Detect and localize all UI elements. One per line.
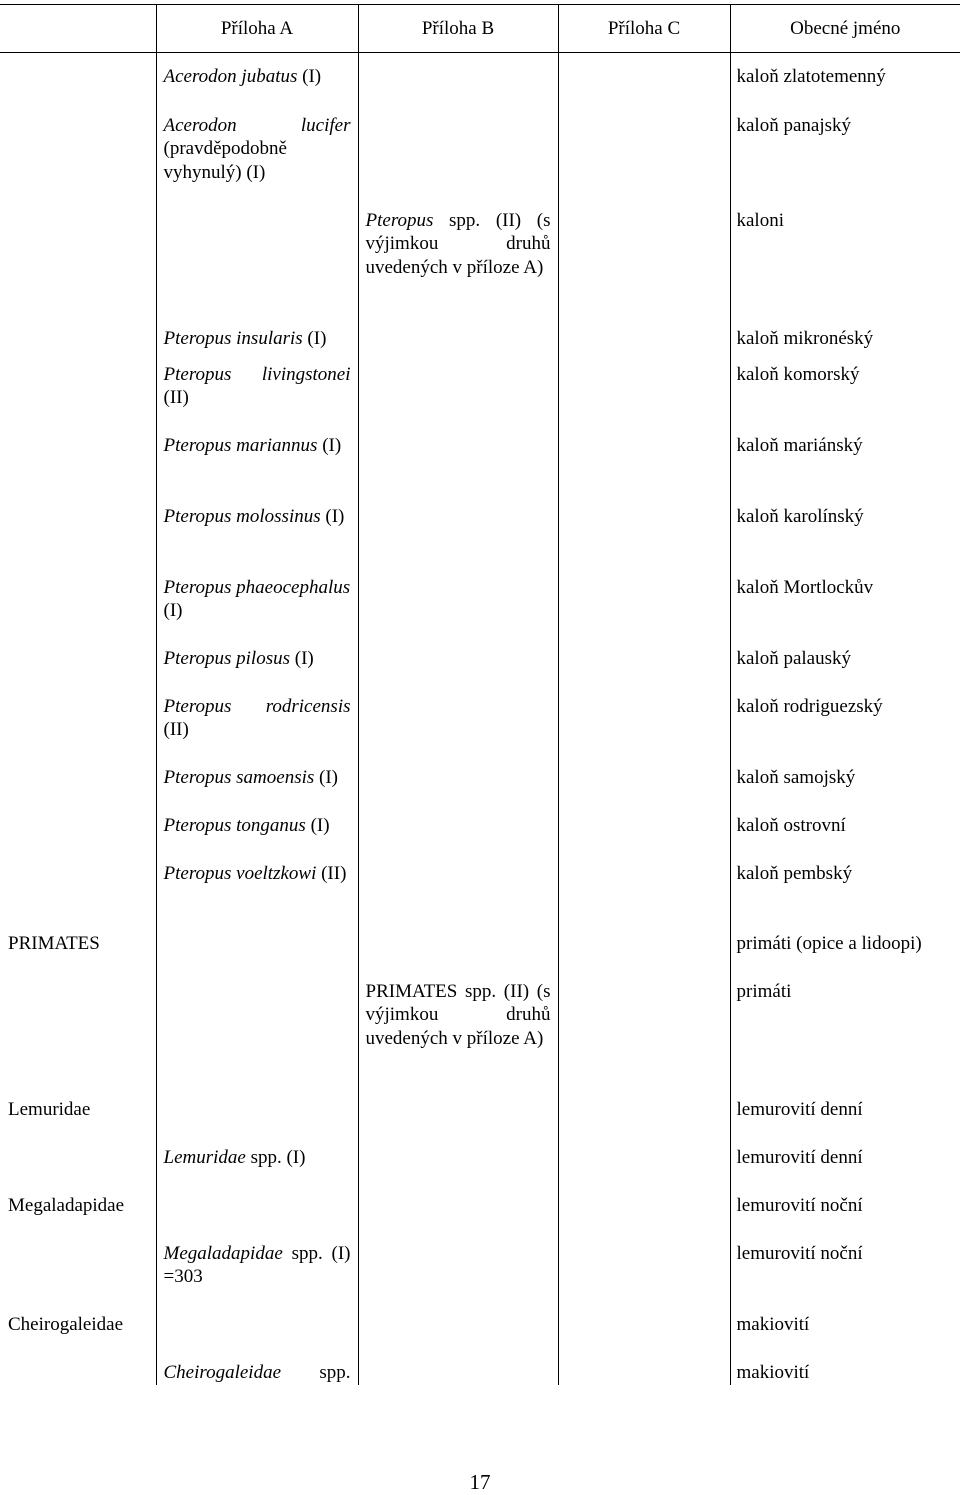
common-name-cell: kaloň samojský <box>730 766 960 814</box>
header-annex-a: Příloha A <box>156 5 358 53</box>
annex-b-cell: Pteropus spp. (II) (s výjimkou druhů uvedených v příloze A) <box>358 197 558 315</box>
common-name-cell: primáti <box>730 980 960 1098</box>
annex-a-cell: Lemuridae spp. (I) <box>156 1146 358 1194</box>
taxon-group-cell: Lemuridae <box>8 1098 91 1120</box>
table-row <box>0 576 960 647</box>
annex-a-cell: Megaladapidae spp. (I) =303 <box>156 1242 358 1313</box>
annex-a-cell: Pteropus phaeocephalus (I) <box>156 576 358 647</box>
annex-a-cell: Pteropus samoensis (I) <box>156 766 358 814</box>
annex-a-cell: Pteropus mariannus (I) <box>156 434 358 505</box>
common-name-cell: lemurovití noční <box>730 1194 960 1242</box>
taxon-group-cell: PRIMATES <box>8 932 100 954</box>
table-row <box>0 814 960 862</box>
common-name-cell: lemurovití denní <box>730 1098 960 1146</box>
table-header <box>0 5 960 53</box>
header-annex-b: Příloha B <box>358 5 558 53</box>
header-common-name: Obecné jméno <box>730 5 960 53</box>
table-row <box>0 766 960 814</box>
table-row <box>0 315 960 363</box>
common-name-cell: kaloň mariánský <box>730 434 960 505</box>
common-name-cell: kaloň rodriguezský <box>730 695 960 766</box>
common-name-cell: kaloň palauský <box>730 647 960 695</box>
annex-a-cell: Pteropus voeltzkowi (II) <box>156 862 358 932</box>
annex-a-cell: Pteropus livingstonei (II) <box>156 363 358 434</box>
table-row <box>0 197 960 315</box>
annex-a-cell: Pteropus pilosus (I) <box>156 647 358 695</box>
table-row <box>0 932 960 980</box>
common-name-cell: kaloni <box>730 197 960 315</box>
annex-table <box>0 4 960 1385</box>
common-name-cell: kaloň zlatotemenný <box>730 53 960 101</box>
common-name-cell: kaloň mikronéský <box>730 315 960 363</box>
table-row <box>0 1361 960 1385</box>
common-name-cell: primáti (opice a lidoopi) <box>730 932 960 980</box>
table-row <box>0 505 960 576</box>
annex-a-cell: Pteropus insularis (I) <box>156 315 358 363</box>
common-name-cell: kaloň panajský <box>730 101 960 197</box>
annex-a-cell: Pteropus molossinus (I) <box>156 505 358 576</box>
table-row <box>0 1098 960 1146</box>
annex-a-cell: Cheirogaleidae spp. <box>156 1361 358 1385</box>
table-row <box>0 695 960 766</box>
annex-b-cell: PRIMATES spp. (II) (s výjimkou druhů uvedených v příloze A) <box>358 980 558 1098</box>
table-row <box>0 1146 960 1194</box>
table-row <box>0 434 960 505</box>
annex-a-cell: Pteropus tonganus (I) <box>156 814 358 862</box>
common-name-cell: kaloň pembský <box>730 862 960 932</box>
table-row <box>0 647 960 695</box>
table-body <box>0 53 960 1385</box>
taxon-group-cell: Cheirogaleidae <box>8 1313 124 1335</box>
common-name-cell: kaloň ostrovní <box>730 814 960 862</box>
table-row <box>0 363 960 434</box>
common-name-cell: makiovití <box>730 1361 960 1385</box>
common-name-cell: lemurovití noční <box>730 1242 960 1313</box>
annex-a-cell: Acerodon lucifer (pravděpodobně vyhynulý) (I) <box>156 101 358 197</box>
table-row <box>0 862 960 932</box>
table-row <box>0 53 960 101</box>
annex-a-cell: Pteropus rodricensis (II) <box>156 695 358 766</box>
annex-a-cell: Acerodon jubatus (I) <box>156 53 358 101</box>
table-row <box>0 1194 960 1242</box>
page-number: 17 <box>469 1470 491 1494</box>
header-group <box>0 5 156 53</box>
header-annex-c: Příloha C <box>558 5 730 53</box>
common-name-cell: kaloň Mortlockův <box>730 576 960 647</box>
common-name-cell: lemurovití denní <box>730 1146 960 1194</box>
common-name-cell: makiovití <box>730 1313 960 1361</box>
table-row <box>0 101 960 197</box>
table-row <box>0 1313 960 1361</box>
taxon-group-cell: Megaladapidae <box>8 1194 125 1216</box>
table-row <box>0 1242 960 1313</box>
common-name-cell: kaloň komorský <box>730 363 960 434</box>
common-name-cell: kaloň karolínský <box>730 505 960 576</box>
table-row <box>0 980 960 1098</box>
